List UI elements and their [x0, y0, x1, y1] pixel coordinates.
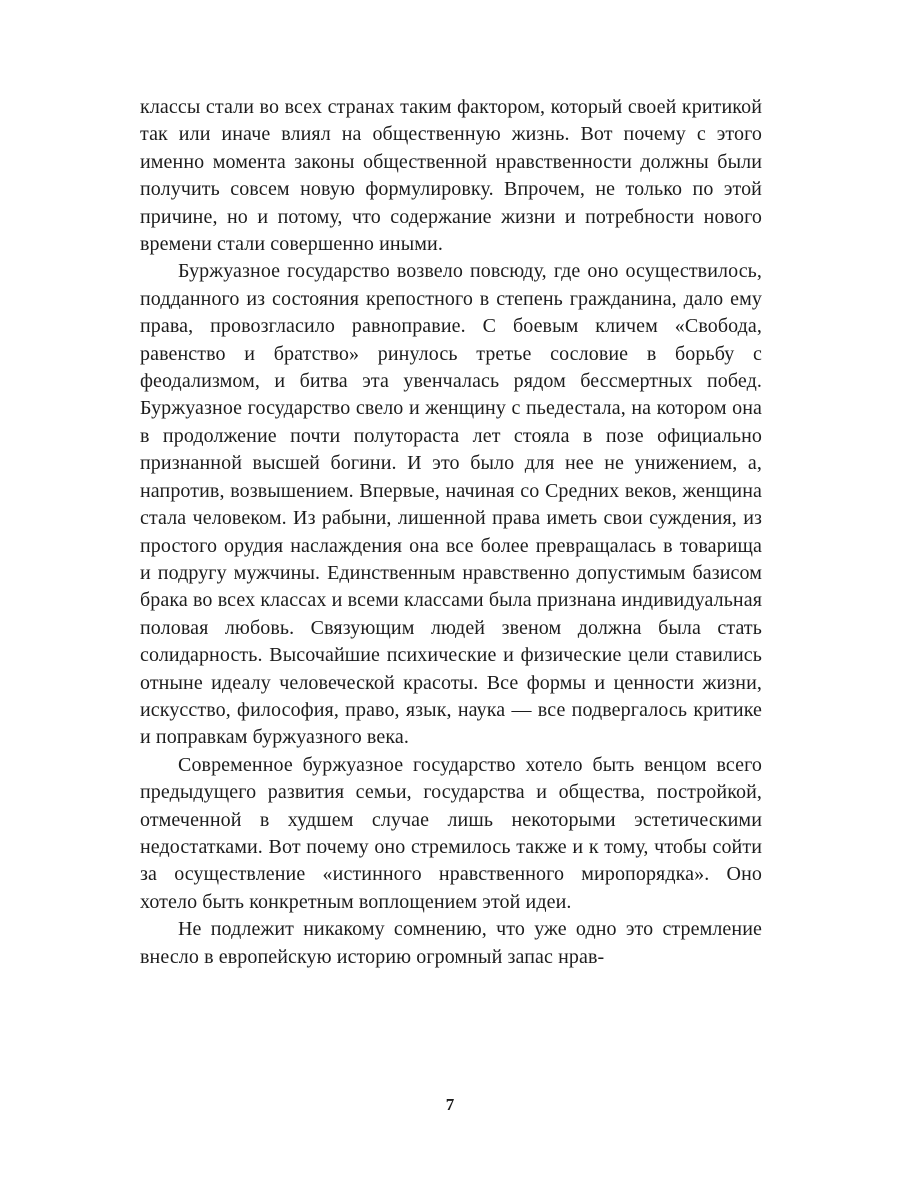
paragraph: Буржуазное государство возвело повсюду, где оно осуществилось, подданного из состояния крепостного в степень гражданина, дало ему права, провозгласило равноправие. С боевым кличем «Свобода, равенство и братство» ринулось третье сословие в борьбу с феодализмом, и битва эта увенчалась рядом бессмертных побед. Буржуазное государство свело и женщину с пьедестала, на котором она в продолжение почти полутораста лет стояла в позе официально признанной высшей богини. И это было для нее не унижением, а, напротив, возвышением. Впервые, начиная со Средних веков, женщина стала человеком. Из рабыни, лишенной права иметь свои суждения, из простого орудия наслаждения она все более превращалась в товарища и подругу мужчины. Единственным нравственно допустимым базисом брака во всех классах и всеми классами была признана индивидуальная половая любовь. Связующим людей звеном должна была стать солидарность. Высочайшие психические и физические цели ставились отныне идеалу человеческой красоты. Все формы и ценности жизни, искусство, философия, право, язык, наука — все подвергалось критике и поправкам буржуазного века.	[140, 260, 762, 749]
paragraph-continuation: классы стали во всех странах таким фактором, который своей критикой так или иначе влиял на общественную жизнь. Вот почему с этого именно момента законы общественной нравственности должны были получить совсем новую формулировку. Впрочем, не только по этой причине, но и потому, что содержание жизни и потребности нового времени стали совершенно иными.	[140, 96, 762, 256]
page-text-block	[140, 94, 762, 971]
paragraph: Не подлежит никакому сомнению, что уже одно это стремление внесло в европейскую историю огромный запас нрав-	[140, 918, 762, 968]
paragraph: Современное буржуазное государство хотело быть венцом всего предыдущего развития семьи, государства и общества, постройкой, отмеченной в худшем случае лишь некоторыми эстетическими недостатками. Вот почему оно стремилось также и к тому, чтобы сойти за осуществление «истинного нравственного миропорядка». Оно хотело быть конкретным воплощением этой идеи.	[140, 753, 762, 913]
page-number: 7	[445, 1095, 455, 1114]
